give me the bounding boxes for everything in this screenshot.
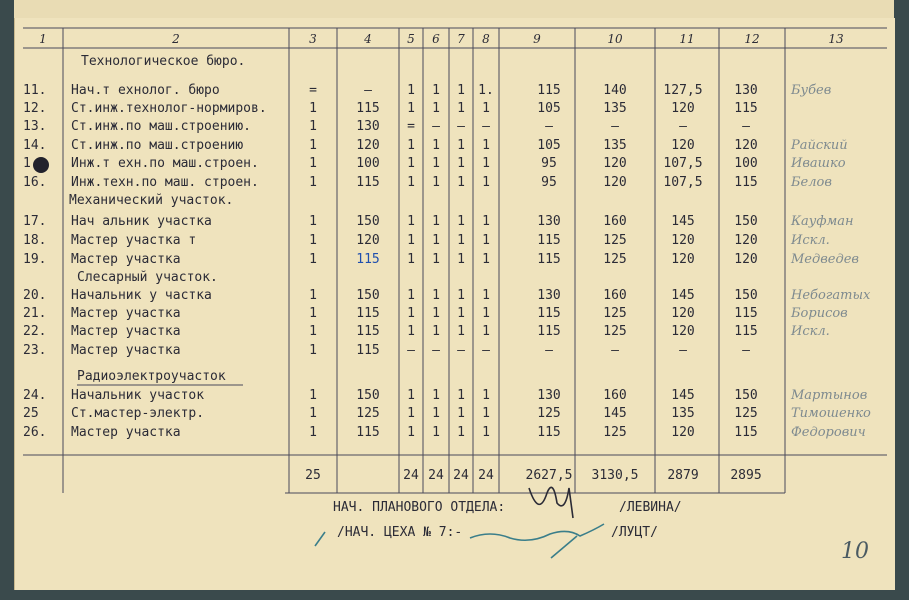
cell-c11: 120	[671, 138, 695, 153]
total-c6: 24	[428, 468, 444, 483]
table-row	[23, 388, 867, 403]
cell-c8: 1	[482, 156, 490, 171]
cell-c10: 120	[603, 175, 627, 190]
cell-c8: 1	[482, 252, 490, 267]
cell-c7: 1	[457, 138, 465, 153]
cell-c10: 125	[603, 233, 627, 248]
cell-c3: 1	[309, 406, 317, 421]
total-c11: 2879	[667, 468, 699, 483]
row-number: 12.	[23, 101, 47, 116]
section-tech-bureau: Технологическое бюро.	[81, 54, 246, 69]
cell-c3: =	[309, 83, 317, 98]
cell-c5: =	[407, 119, 415, 134]
cell-remark-handwritten: Борисов	[791, 306, 848, 321]
cell-c8: 1	[482, 233, 490, 248]
cell-remark-handwritten: Райский	[791, 138, 848, 153]
section-mechanical: Механический участок.	[69, 193, 234, 208]
cell-c4: 115	[356, 252, 380, 267]
row-number: 11.	[23, 83, 47, 98]
row-number: 24.	[23, 388, 47, 403]
row-number: 23.	[23, 343, 47, 358]
cell-c4: 100	[356, 156, 380, 171]
cell-remark-handwritten: Кауфман	[791, 214, 854, 229]
cell-c5: 1	[407, 388, 415, 403]
total-c12: 2895	[730, 468, 762, 483]
cell-c3: 1	[309, 324, 317, 339]
cell-c11: –	[679, 119, 687, 134]
section-radio: Радиоэлектроучасток	[77, 369, 226, 384]
cell-remark-handwritten: Ивашко	[791, 156, 846, 171]
cell-c6: 1	[432, 252, 440, 267]
row-number: 18.	[23, 233, 47, 248]
row-position: Мастер участка	[71, 252, 181, 267]
cell-remark-handwritten: Искл.	[791, 324, 830, 339]
cell-c8: 1	[482, 214, 490, 229]
cell-c4: 115	[356, 324, 380, 339]
cell-c4: 150	[356, 388, 380, 403]
cell-c8: 1	[482, 425, 490, 440]
table-row	[23, 101, 758, 116]
row-position: Инж.т ехн.по маш.строен.	[71, 156, 259, 171]
row-number: 21.	[23, 306, 47, 321]
cell-c10: 135	[603, 138, 627, 153]
cell-c9: 115	[537, 306, 561, 321]
cell-c9: 115	[537, 252, 561, 267]
cell-c10: 125	[603, 324, 627, 339]
cell-c7: –	[457, 343, 465, 358]
column-header-row	[39, 32, 844, 46]
table-row	[23, 306, 848, 321]
row-number: 25	[23, 406, 39, 421]
cell-c3: 1	[309, 343, 317, 358]
cell-c4: 115	[356, 425, 380, 440]
cell-c8: 1	[482, 175, 490, 190]
cell-c11: 120	[671, 101, 695, 116]
cell-c11: 145	[671, 288, 695, 303]
cell-c8: 1	[482, 406, 490, 421]
cell-c6: –	[432, 119, 440, 134]
cell-c10: 125	[603, 425, 627, 440]
cell-c8: –	[482, 119, 490, 134]
cell-c5: 1	[407, 306, 415, 321]
cell-c6: 1	[432, 156, 440, 171]
cell-remark-handwritten: Федорович	[791, 425, 866, 440]
section-locksmith: Слесарный участок.	[77, 270, 218, 285]
cell-c8: 1	[482, 288, 490, 303]
cell-c12: –	[742, 343, 750, 358]
cell-c11: 127,5	[663, 83, 703, 98]
cell-c12: –	[742, 119, 750, 134]
cell-c11: 120	[671, 425, 695, 440]
cell-c4: –	[364, 83, 372, 98]
cell-c8: 1	[482, 388, 490, 403]
cell-c7: 1	[457, 252, 465, 267]
row-number: 16.	[23, 175, 47, 190]
column-header-9: 9	[533, 32, 541, 46]
row-number: 17.	[23, 214, 47, 229]
cell-c7: 1	[457, 233, 465, 248]
cell-c8: 1	[482, 324, 490, 339]
cell-c6: 1	[432, 306, 440, 321]
cell-c6: 1	[432, 138, 440, 153]
cell-c12: 130	[734, 83, 758, 98]
cell-c11: –	[679, 343, 687, 358]
row-position: Мастер участка	[71, 425, 181, 440]
cell-c11: 145	[671, 388, 695, 403]
cell-c4: 115	[356, 306, 380, 321]
cell-c6: 1	[432, 83, 440, 98]
cell-c12: 115	[734, 101, 758, 116]
cell-c11: 145	[671, 214, 695, 229]
row-position: Нач альник участка	[71, 214, 212, 229]
cell-c3: 1	[309, 233, 317, 248]
column-header-7: 7	[457, 32, 465, 46]
cell-c6: 1	[432, 324, 440, 339]
cell-c3: 1	[309, 119, 317, 134]
column-header-3: 3	[309, 32, 317, 46]
row-number: 22.	[23, 324, 47, 339]
cell-c9: 115	[537, 425, 561, 440]
cell-c9: 105	[537, 101, 561, 116]
cell-c5: 1	[407, 233, 415, 248]
cell-c3: 1	[309, 138, 317, 153]
cell-c3: 1	[309, 156, 317, 171]
cell-c5: 1	[407, 252, 415, 267]
table-row	[23, 175, 832, 190]
footer-planning-head-label: НАЧ. ПЛАНОВОГО ОТДЕЛА:	[333, 500, 506, 515]
cell-c7: 1	[457, 406, 465, 421]
table-row	[23, 233, 830, 248]
cell-c10: 160	[603, 214, 627, 229]
cell-c10: 125	[603, 306, 627, 321]
cell-c7: 1	[457, 306, 465, 321]
cell-c6: 1	[432, 214, 440, 229]
row-position: Мастер участка	[71, 306, 181, 321]
column-header-13: 13	[828, 32, 844, 46]
cell-c7: 1	[457, 101, 465, 116]
row-position: Инж.техн.по маш. строен.	[71, 175, 259, 190]
cell-c12: 120	[734, 233, 758, 248]
cell-c3: 1	[309, 252, 317, 267]
cell-c6: 1	[432, 406, 440, 421]
cell-c7: 1	[457, 83, 465, 98]
total-c8: 24	[478, 468, 494, 483]
cell-c6: 1	[432, 101, 440, 116]
column-header-2: 2	[172, 32, 180, 46]
page-number: 10	[841, 539, 869, 564]
cell-c7: –	[457, 119, 465, 134]
cell-c9: 115	[537, 324, 561, 339]
cell-c4: 115	[356, 175, 380, 190]
cell-c8: 1	[482, 306, 490, 321]
cell-remark-handwritten: Бубев	[791, 83, 832, 98]
row-number: 1	[23, 156, 31, 171]
table-row	[23, 138, 848, 153]
table-body	[23, 83, 871, 440]
signature-shop-head	[470, 524, 604, 540]
cell-c12: 150	[734, 214, 758, 229]
row-position: Мастер участка	[71, 324, 181, 339]
cell-c11: 107,5	[663, 175, 703, 190]
signature-stroke	[315, 532, 325, 546]
cell-c7: 1	[457, 324, 465, 339]
cell-c8: 1.	[478, 83, 494, 98]
cell-c9: 105	[537, 138, 561, 153]
table-row	[23, 343, 750, 358]
table-row	[23, 156, 846, 171]
cell-c4: 120	[356, 138, 380, 153]
totals-row	[305, 468, 761, 483]
cell-c9: 130	[537, 388, 561, 403]
table-row	[23, 252, 859, 267]
row-position: Ст.мастер-электр.	[71, 406, 205, 421]
cell-c10: 120	[603, 156, 627, 171]
cell-c11: 120	[671, 324, 695, 339]
cell-c5: 1	[407, 288, 415, 303]
ink-blot	[33, 157, 49, 173]
cell-c12: 150	[734, 288, 758, 303]
cell-c4: 125	[356, 406, 380, 421]
column-header-5: 5	[407, 32, 415, 46]
row-number: 26.	[23, 425, 47, 440]
cell-c4: 150	[356, 214, 380, 229]
cell-c6: 1	[432, 288, 440, 303]
cell-c3: 1	[309, 425, 317, 440]
cell-c9: 95	[541, 156, 557, 171]
row-number: 19.	[23, 252, 47, 267]
cell-c10: 125	[603, 252, 627, 267]
row-position: Ст.инж.по маш.строению.	[71, 119, 252, 134]
cell-c10: 135	[603, 101, 627, 116]
cell-c5: 1	[407, 156, 415, 171]
cell-c10: –	[611, 119, 619, 134]
cell-c6: 1	[432, 233, 440, 248]
cell-c4: 130	[356, 119, 380, 134]
cell-c10: 160	[603, 388, 627, 403]
cell-remark-handwritten: Искл.	[791, 233, 830, 248]
cell-c5: 1	[407, 214, 415, 229]
cell-c9: 115	[537, 83, 561, 98]
cell-c3: 1	[309, 101, 317, 116]
cell-remark-handwritten: Медведев	[791, 252, 860, 267]
cell-c7: 1	[457, 425, 465, 440]
cell-c12: 125	[734, 406, 758, 421]
row-position: Ст.инж.технолог-нормиров.	[71, 101, 267, 116]
cell-c10: 145	[603, 406, 627, 421]
total-c7: 24	[453, 468, 469, 483]
column-header-4: 4	[364, 32, 372, 46]
cell-c9: 130	[537, 288, 561, 303]
cell-c3: 1	[309, 214, 317, 229]
signature-stroke-2	[551, 536, 577, 558]
cell-c9: 95	[541, 175, 557, 190]
cell-c12: 150	[734, 388, 758, 403]
cell-c5: 1	[407, 101, 415, 116]
cell-c5: 1	[407, 324, 415, 339]
cell-c11: 107,5	[663, 156, 703, 171]
footer-shop-head-label: /НАЧ. ЦЕХА № 7:-	[337, 525, 463, 540]
total-c10: 3130,5	[591, 468, 639, 483]
cell-c9: –	[545, 343, 553, 358]
row-position: Мастер участка т	[71, 233, 197, 248]
column-header-10: 10	[607, 32, 623, 46]
cell-c11: 135	[671, 406, 695, 421]
cell-c7: 1	[457, 388, 465, 403]
row-position: Начальник у частка	[71, 288, 212, 303]
cell-c6: –	[432, 343, 440, 358]
cell-c9: –	[545, 119, 553, 134]
cell-c6: 1	[432, 175, 440, 190]
cell-c11: 120	[671, 306, 695, 321]
cell-c3: 1	[309, 388, 317, 403]
cell-c4: 115	[356, 101, 380, 116]
cell-c9: 125	[537, 406, 561, 421]
cell-c12: 115	[734, 306, 758, 321]
cell-c5: 1	[407, 175, 415, 190]
cell-c10: –	[611, 343, 619, 358]
cell-remark-handwritten: Тимошенко	[791, 406, 871, 421]
cell-c12: 115	[734, 175, 758, 190]
cell-c9: 115	[537, 233, 561, 248]
row-position: Мастер участка	[71, 343, 181, 358]
cell-remark-handwritten: Мартынов	[791, 388, 868, 403]
cell-c4: 120	[356, 233, 380, 248]
cell-c7: 1	[457, 214, 465, 229]
cell-c11: 120	[671, 233, 695, 248]
cell-c8: 1	[482, 138, 490, 153]
row-number: 14.	[23, 138, 47, 153]
table-row	[23, 83, 831, 98]
cell-c12: 120	[734, 138, 758, 153]
cell-c5: –	[407, 343, 415, 358]
cell-remark-handwritten: Небогатых	[791, 288, 871, 303]
column-header-11: 11	[679, 32, 695, 46]
cell-c7: 1	[457, 288, 465, 303]
cell-c11: 120	[671, 252, 695, 267]
table-row	[23, 214, 854, 229]
table-row	[23, 288, 871, 303]
row-number: 13.	[23, 119, 47, 134]
total-c3: 25	[305, 468, 321, 483]
row-position: Ст.инж.по маш.строению	[71, 138, 244, 153]
total-c9: 2627,5	[525, 468, 573, 483]
cell-c7: 1	[457, 175, 465, 190]
footer-planning-head-name: /ЛЕВИНА/	[619, 500, 682, 515]
cell-c12: 115	[734, 324, 758, 339]
column-header-12: 12	[744, 32, 760, 46]
cell-c10: 160	[603, 288, 627, 303]
table-row	[23, 324, 830, 339]
cell-c9: 130	[537, 214, 561, 229]
footer-shop-head-name: /ЛУЦТ/	[611, 525, 658, 540]
signature-planning-head	[529, 487, 573, 518]
cell-c5: 1	[407, 425, 415, 440]
cell-c6: 1	[432, 388, 440, 403]
cell-c3: 1	[309, 288, 317, 303]
cell-c7: 1	[457, 156, 465, 171]
cell-remark-handwritten: Белов	[791, 175, 832, 190]
cell-c8: –	[482, 343, 490, 358]
page-top-edge	[14, 0, 894, 19]
total-c5: 24	[403, 468, 419, 483]
cell-c4: 115	[356, 343, 380, 358]
cell-c5: 1	[407, 406, 415, 421]
column-header-6: 6	[432, 32, 440, 46]
table-row	[23, 119, 750, 134]
document-page	[14, 18, 895, 590]
cell-c12: 120	[734, 252, 758, 267]
cell-c12: 115	[734, 425, 758, 440]
cell-c5: 1	[407, 83, 415, 98]
cell-c8: 1	[482, 101, 490, 116]
cell-c5: 1	[407, 138, 415, 153]
cell-c6: 1	[432, 425, 440, 440]
row-position: Начальник участок	[71, 388, 205, 403]
ledger-sheet	[15, 18, 895, 590]
cell-c10: 140	[603, 83, 627, 98]
column-header-8: 8	[482, 32, 490, 46]
table-row	[23, 406, 871, 421]
cell-c12: 100	[734, 156, 758, 171]
row-number: 20.	[23, 288, 47, 303]
column-header-1: 1	[39, 32, 47, 46]
cell-c4: 150	[356, 288, 380, 303]
table-row	[23, 425, 866, 440]
cell-c3: 1	[309, 306, 317, 321]
cell-c3: 1	[309, 175, 317, 190]
row-position: Нач.т ехнолог. бюро	[71, 83, 220, 98]
